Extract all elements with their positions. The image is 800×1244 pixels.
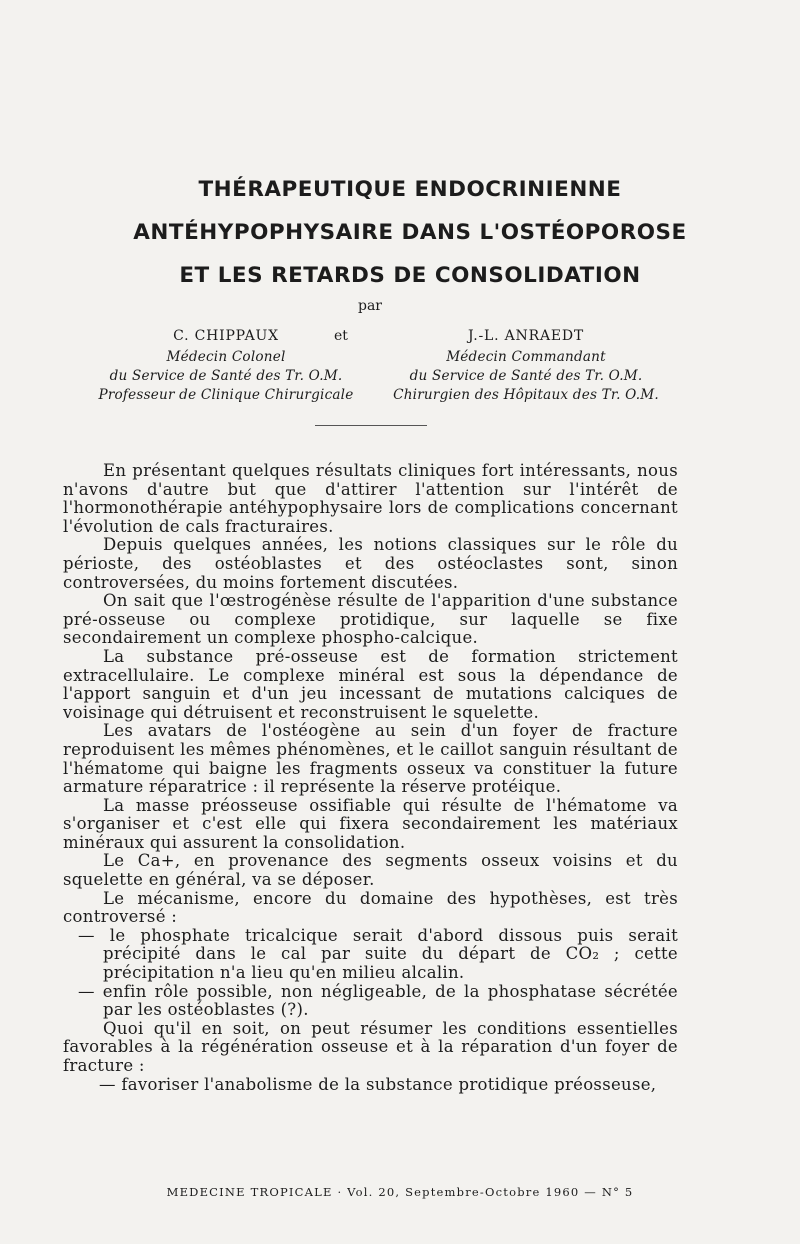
author-role: du Service de Santé des Tr. O.M. [409,368,643,384]
byline-par: par [357,298,382,314]
author-role: Professeur de Clinique Chirurgicale [98,387,354,403]
author-conjunction: et [334,328,348,344]
author-anraedt [378,328,674,406]
paragraph: Quoi qu'il en soit, on peut résumer les conditions essentielles favorables à la régénération osseuse et à la réparation d'un foyer de fracture : [63,1018,678,1075]
author-role: Médecin Colonel [166,349,286,365]
paragraph: La substance pré-osseuse est de formation strictement extracellulaire. Le complexe minéral est sous la dépendance de l'apport sanguin et d'un jeu incessant de mutations calciques de voisinage qui détruisent et reconstruisent le squelette. [63,646,678,722]
page-footer: MEDECINE TROPICALE · Vol. 20, Septembre-Octobre 1960 — N° 5 [166,1185,634,1199]
author-role: du Service de Santé des Tr. O.M. [109,368,343,384]
paragraph: Depuis quelques années, les notions classiques sur le rôle du périoste, des ostéoblastes et des ostéoclastes sont, sinon controversées, du moins fortement discutées. [63,535,678,592]
section-divider [315,425,427,426]
paragraph: En présentant quelques résultats cliniques fort intéressants, nous n'avons d'autre but que d'attirer l'attention sur l'intérêt de l'hormonothérapie antéhypophysaire lors de complications concernant l'évolution de cals fracturaires. [63,461,678,536]
article-title [40,168,780,297]
paragraph: Les avatars de l'ostéogène au sein d'un foyer de fracture reproduisent les mêmes phénomènes, et le caillot sanguin résultant de l'hématome qui baigne les fragments osseux va constituer la future armature réparatrice : il représente la réserve protéique. [63,721,678,797]
article-body [63,462,678,1094]
paragraph: Le mécanisme, encore du domaine des hypothèses, est très controversé : [63,888,678,927]
title-line-3: ET LES RETARDS DE CONSOLIDATION [179,263,641,288]
list-item: — enfin rôle possible, non négligeable, de la phosphatase sécrétée par les ostéoblastes (?). [78,981,678,1020]
paragraph: Le Ca+, en provenance des segments osseux voisins et du squelette en général, va se déposer. [63,851,678,890]
author-name: J.-L. ANRAEDT [467,328,585,344]
author-chippaux [98,328,354,406]
title-line-2: ANTÉHYPOPHYSAIRE DANS L'OSTÉOPOROSE [133,220,687,245]
list-item: — favoriser l'anabolisme de la substance protidique préosseuse, [99,1074,657,1094]
title-line-1: THÉRAPEUTIQUE ENDOCRINIENNE [198,177,622,202]
paragraph: On sait que l'œstrogénèse résulte de l'apparition d'une substance pré-osseuse ou complexe protidique, sur laquelle se fixe secondairement un complexe phospho-calcique. [63,591,678,648]
author-role: Médecin Commandant [446,349,606,365]
list-item: — le phosphate tricalcique serait d'abord dissous puis serait précipité dans le cal par suite du départ de CO₂ ; cette précipitation n'a lieu qu'en milieu alcalin. [78,925,678,983]
paragraph: La masse préosseuse ossifiable qui résulte de l'hématome va s'organiser et c'est elle qui fixera secondairement les matériaux minéraux qui assurent la consolidation. [63,795,678,852]
author-role: Chirurgien des Hôpitaux des Tr. O.M. [393,387,659,403]
author-name: C. CHIPPAUX [173,328,279,344]
